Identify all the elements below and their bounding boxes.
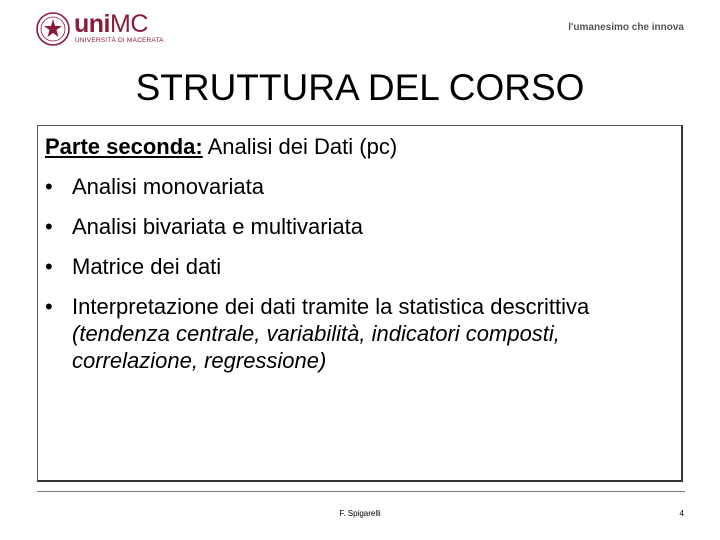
list-item xyxy=(45,173,675,200)
bullet-icon: • xyxy=(45,254,53,279)
section-heading-label: Parte seconda: xyxy=(45,134,203,159)
list-item xyxy=(45,213,675,240)
logo-wordmark xyxy=(74,10,148,38)
logo-wordmark-b: MC xyxy=(110,10,148,38)
list-item xyxy=(45,253,675,280)
list-item-text: Matrice dei dati xyxy=(72,254,222,279)
logo-wordmark-a: uni xyxy=(74,10,110,38)
section-heading xyxy=(45,133,675,160)
bullet-list xyxy=(45,173,675,374)
list-item-text: Analisi monovariata xyxy=(72,174,264,199)
list-item xyxy=(45,293,675,374)
page-number: 4 xyxy=(679,509,684,518)
university-logo xyxy=(36,12,164,46)
slide-title: STRUTTURA DEL CORSO xyxy=(135,67,585,108)
footer-divider xyxy=(37,491,685,492)
bullet-icon: • xyxy=(45,294,53,319)
bullet-icon: • xyxy=(45,174,53,199)
section-heading-text: Analisi dei Dati (pc) xyxy=(202,134,398,159)
seal-icon xyxy=(36,12,70,46)
list-item-text: Analisi bivariata e multivariata xyxy=(72,214,364,239)
content-box xyxy=(37,125,683,482)
tagline: l'umanesimo che innova xyxy=(568,22,684,33)
footer-author: F. Spigarelli xyxy=(339,509,381,518)
list-item-text: Interpretazione dei dati tramite la statistica descrittiva xyxy=(72,294,590,319)
bullet-icon: • xyxy=(45,214,53,239)
list-item-italic-text: (tendenza centrale, variabilità, indicatori composti, correlazione, regressione) xyxy=(72,321,560,373)
logo-subtitle: UNIVERSITÀ DI MACERATA xyxy=(75,37,164,44)
content-body xyxy=(45,133,675,374)
